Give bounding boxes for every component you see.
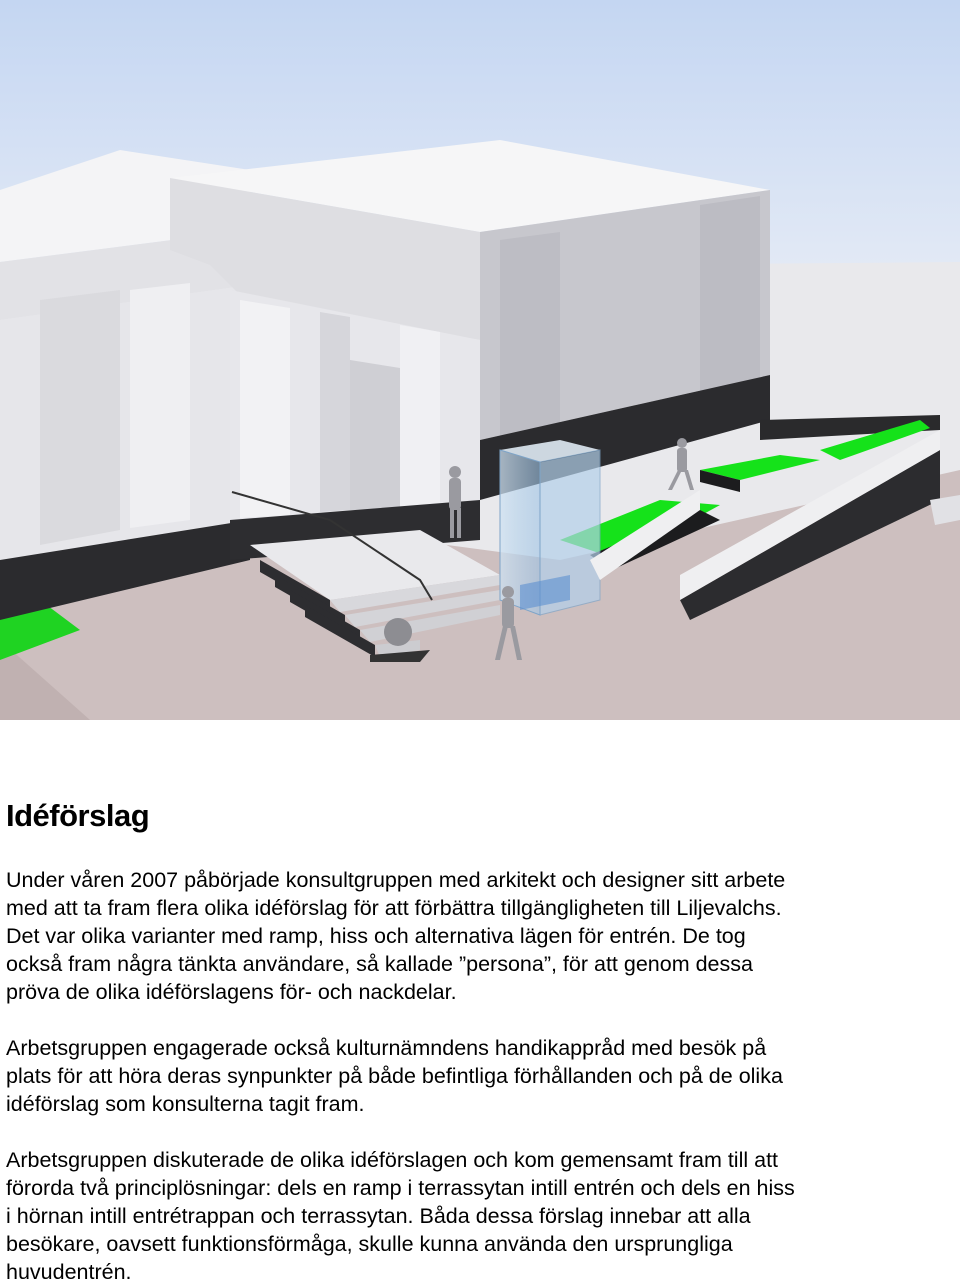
page-title: Idéförslag bbox=[6, 798, 150, 833]
text-line: i hörnan intill entrétrappan och terrassytan. Båda dessa förslag innebar att alla bbox=[6, 1204, 751, 1228]
text-line: Arbetsgruppen diskuterade de olika idéförslagen och kom gemensamt fram till att bbox=[6, 1148, 779, 1172]
text-line: plats för att höra deras synpunkter på både befintliga förhållanden och på de olika bbox=[6, 1064, 783, 1088]
text-line: också fram några tänkta användare, så kallade ”persona”, för att genom dessa bbox=[6, 952, 753, 976]
paragraph-1 bbox=[6, 866, 954, 1006]
glass-lift bbox=[500, 440, 600, 615]
paragraph-2 bbox=[6, 1034, 954, 1118]
paragraph-3 bbox=[6, 1146, 954, 1286]
text-line: pröva de olika idéförslagens för- och nackdelar. bbox=[6, 980, 457, 1004]
text-line: förorda två principlösningar: dels en ramp i terrassytan intill entrén och dels en hiss bbox=[6, 1176, 795, 1200]
text-line: huvudentrén. bbox=[6, 1260, 132, 1284]
text-line: med att ta fram flera olika idéförslag för att förbättra tillgängligheten till Liljevalchs. bbox=[6, 896, 782, 920]
sculpture bbox=[384, 618, 412, 646]
text-line: Under våren 2007 påbörjade konsultgruppen med arkitekt och designer sitt arbete bbox=[6, 868, 786, 892]
left-wing-facade bbox=[0, 285, 250, 560]
text-line: Det var olika varianter med ramp, hiss och alternativa lägen för entrén. De tog bbox=[6, 924, 746, 948]
entrance-recess bbox=[350, 360, 400, 510]
text-line: besökare, oavsett funktionsförmåga, skulle kunna använda den ursprungliga bbox=[6, 1232, 733, 1256]
text-line: idéförslag som konsulterna tagit fram. bbox=[6, 1092, 365, 1116]
text-line: Arbetsgruppen engagerade också kulturnämndens handikappråd med besök på bbox=[6, 1036, 767, 1060]
